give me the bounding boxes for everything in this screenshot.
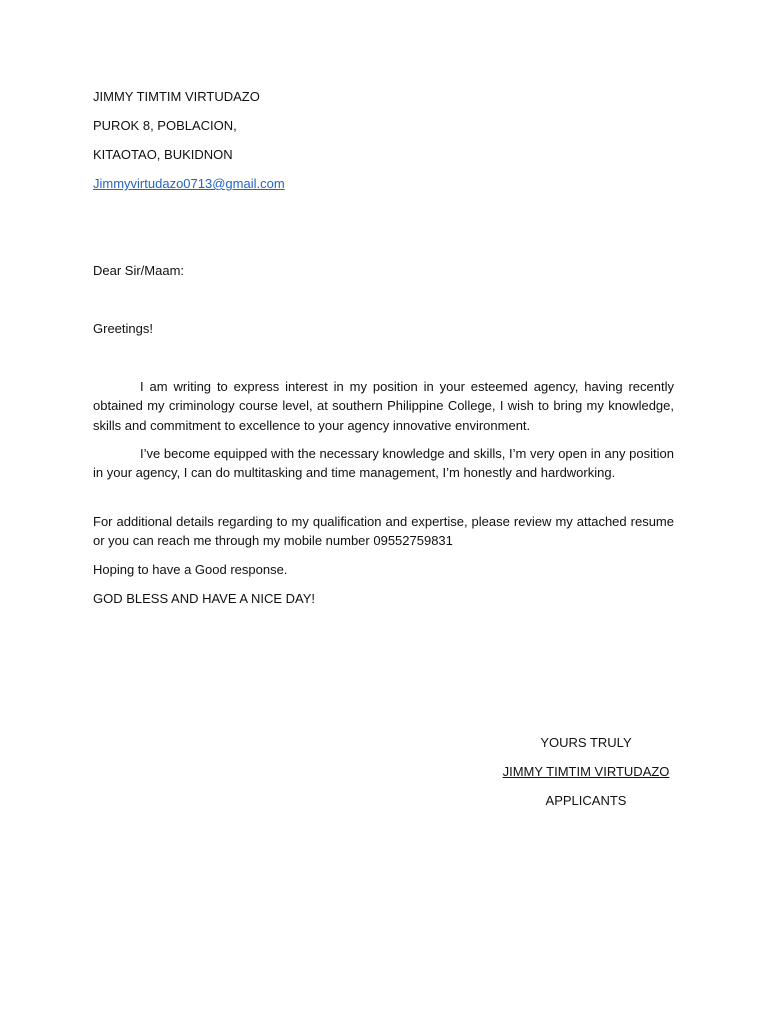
body-paragraph-3: For additional details regarding to my qualification and expertise, please review my attached resume or you can reach me through my mobile number 09552759831	[93, 514, 674, 549]
sender-address-line1: PUROK 8, POBLACION,	[93, 118, 237, 133]
closing-signer-name: JIMMY TIMTIM VIRTUDAZO	[502, 764, 670, 779]
body-paragraph-4: Hoping to have a Good response.	[93, 562, 288, 577]
closing-signer-title: APPLICANTS	[545, 793, 627, 808]
salutation: Dear Sir/Maam:	[93, 263, 185, 278]
sender-email-link[interactable]: Jimmyvirtudazo0713@gmail.com	[93, 176, 285, 191]
body-paragraph-2: I’ve become equipped with the necessary knowledge and skills, I’m very open in any position in your agency, I can do multitasking and time management, I’m honestly and hardworking.	[93, 446, 674, 481]
body-paragraph-5: GOD BLESS AND HAVE A NICE DAY!	[93, 591, 316, 606]
greeting: Greetings!	[93, 321, 153, 336]
closing-valediction: YOURS TRULY	[540, 735, 632, 750]
body-paragraph-1: I am writing to express interest in my position in your esteemed agency, having recently obtained my criminology course level, at southern Philippine College, I wish to bring my knowledge, skills and commitment to excellence to your agency innovative environment.	[93, 379, 674, 433]
sender-name: JIMMY TIMTIM VIRTUDAZO	[93, 89, 260, 104]
sender-address-line2: KITAOTAO, BUKIDNON	[93, 147, 233, 162]
